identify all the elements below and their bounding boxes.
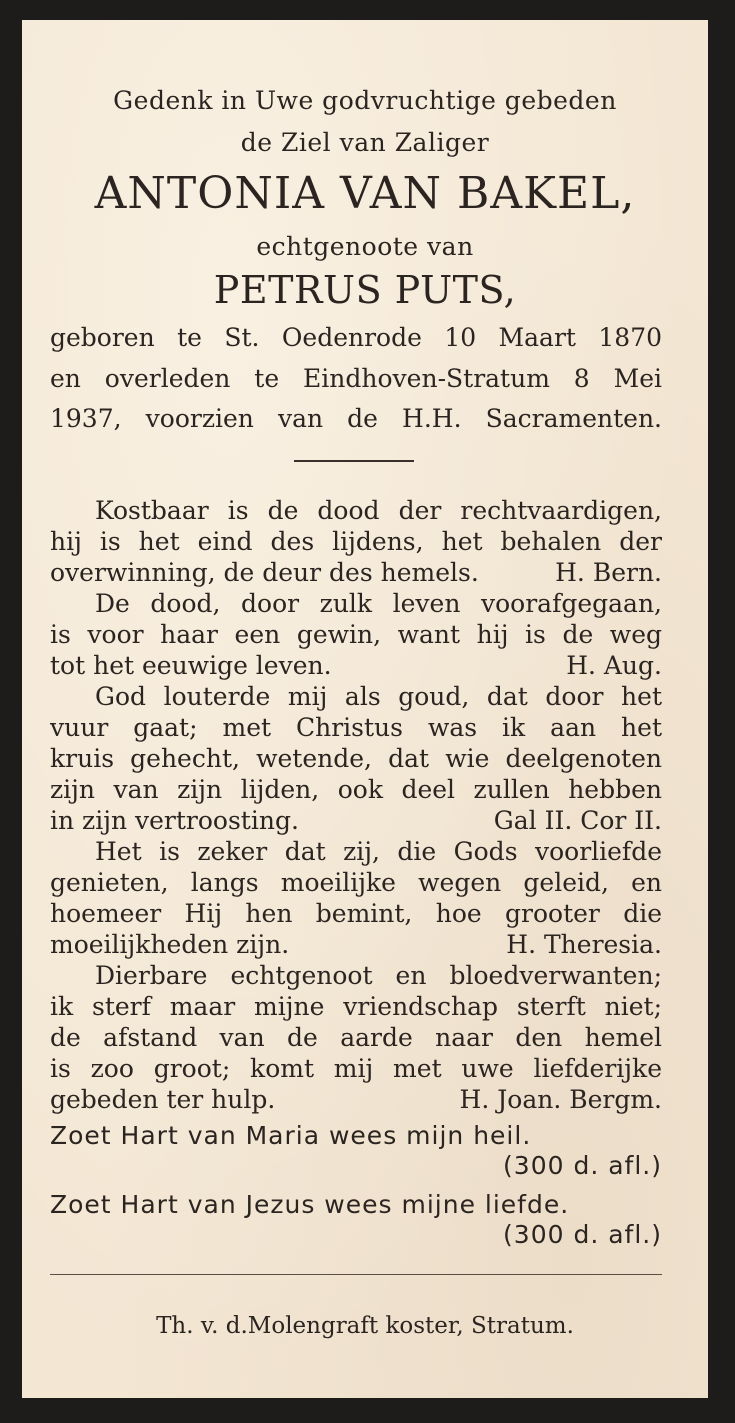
quote-line: God louterde mij als goud, dat door het xyxy=(95,682,662,711)
quote-source: H. Aug. xyxy=(566,651,662,680)
quote-line: Het is zeker dat zij, die Gods voorliefde xyxy=(95,837,662,866)
deceased-name: ANTONIA VAN BAKEL, xyxy=(94,168,636,219)
bio-line-2: en overleden te Eindhoven-Stratum 8 Mei xyxy=(50,364,662,393)
prayer-line: Zoet Hart van Jezus wees mijne liefde. xyxy=(50,1190,570,1219)
quote-source: Gal II. Cor II. xyxy=(493,806,662,835)
quote-line: is voor haar een gewin, want hij is de weg xyxy=(50,620,662,649)
divider-long xyxy=(50,1274,662,1275)
quote-line: Kostbaar is de dood der rechtvaardigen, xyxy=(95,496,662,525)
quote-text: in zijn vertroosting. xyxy=(50,806,299,835)
quote-text: gebeden ter hulp. xyxy=(50,1085,276,1114)
spouse-name: PETRUS PUTS, xyxy=(213,268,517,312)
quote-text: moeilijkheden zijn. xyxy=(50,930,290,959)
quote-line: kruis gehecht, wetende, dat wie deelgenoten xyxy=(50,744,662,773)
quote-last-line xyxy=(50,651,662,681)
quote-line: genieten, langs moeilijke wegen geleid, en xyxy=(50,868,662,897)
quote-line: hij is het eind des lijdens, het behalen der xyxy=(50,527,662,556)
indulgence-label: (300 d. afl.) xyxy=(503,1220,662,1249)
quote-line: Dierbare echtgenoot en bloedverwanten; xyxy=(95,961,662,990)
printer-credit: Th. v. d.Molengraft koster, Stratum. xyxy=(156,1313,574,1339)
indulgence-label: (300 d. afl.) xyxy=(503,1151,662,1180)
quote-line: vuur gaat; met Christus was ik aan het xyxy=(50,713,662,742)
quote-source: H. Bern. xyxy=(555,558,662,587)
quote-last-line xyxy=(50,558,662,588)
quote-text: tot het eeuwige leven. xyxy=(50,651,332,680)
divider-short xyxy=(294,460,414,462)
quote-line: de afstand van de aarde naar den hemel xyxy=(50,1023,662,1052)
prayer-line: Zoet Hart van Maria wees mijn heil. xyxy=(50,1121,532,1150)
quote-source: H. Theresia. xyxy=(506,930,662,959)
relation-line: echtgenoote van xyxy=(256,232,474,261)
card-paper xyxy=(22,20,708,1398)
quote-line: De dood, door zulk leven voorafgegaan, xyxy=(95,589,662,618)
intro-line-1: Gedenk in Uwe godvruchtige gebeden xyxy=(113,86,617,115)
quote-line: zijn van zijn lijden, ook deel zullen hebben xyxy=(50,775,662,804)
quote-line: is zoo groot; komt mij met uwe liefderijke xyxy=(50,1054,662,1083)
quote-source: H. Joan. Bergm. xyxy=(459,1085,662,1114)
quote-last-line xyxy=(50,930,662,960)
quote-line: hoemeer Hij hen bemint, hoe grooter die xyxy=(50,899,662,928)
quote-last-line xyxy=(50,806,662,836)
quote-text: overwinning, de deur des hemels. xyxy=(50,558,479,587)
quote-last-line xyxy=(50,1085,662,1115)
quote-line: ik sterf maar mijne vriendschap sterft niet; xyxy=(50,992,662,1021)
intro-line-2: de Ziel van Zaliger xyxy=(240,128,490,157)
bio-line-3: 1937, voorzien van de H.H. Sacramenten. xyxy=(50,404,662,433)
bio-line-1: geboren te St. Oedenrode 10 Maart 1870 xyxy=(50,323,662,352)
